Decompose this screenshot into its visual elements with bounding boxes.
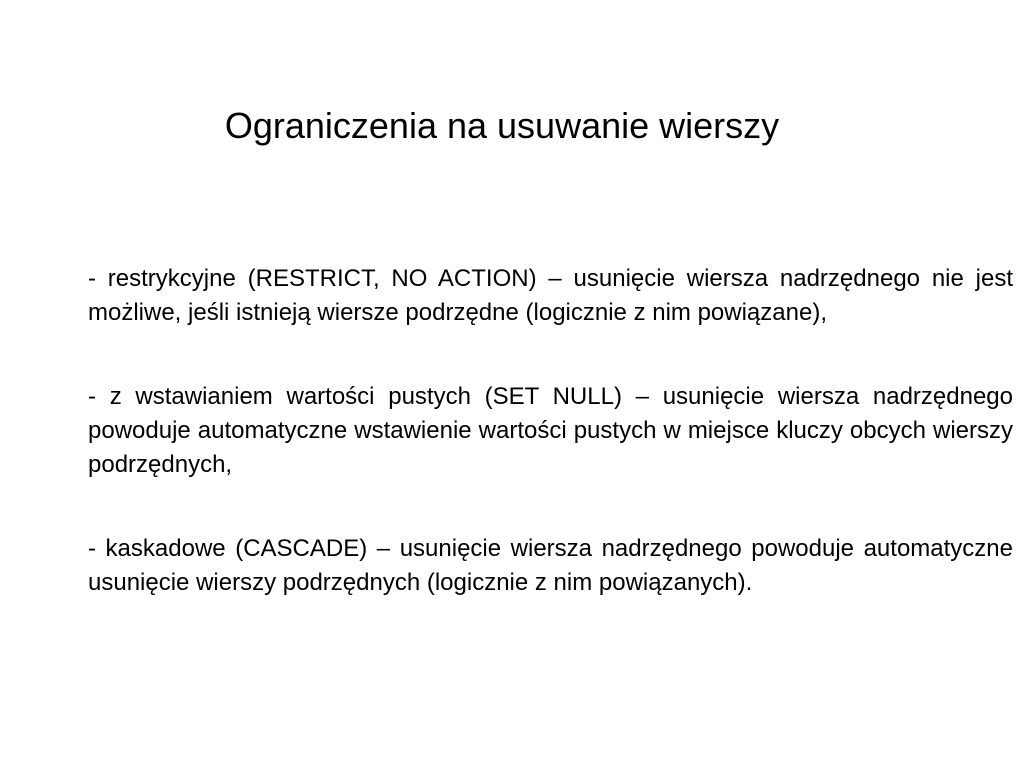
slide-title: Ograniczenia na usuwanie wierszy [224, 105, 780, 146]
paragraph-restrict: - restrykcyjne (RESTRICT, NO ACTION) – usunięcie wiersza nadrzędnego nie jest możliwe, jeśli istnieją wiersze podrzędne (logicznie z nim powiązane), [88, 265, 1013, 326]
paragraph-cascade: - kaskadowe (CASCADE) – usunięcie wiersza nadrzędnego powoduje automatyczne usunięcie wierszy podrzędnych (logicznie z nim powiązanych). [88, 535, 1013, 596]
slide-body [88, 262, 1013, 600]
paragraph-set-null: - z wstawianiem wartości pustych (SET NULL) – usunięcie wiersza nadrzędnego powoduje automatyczne wstawienie wartości pustych w miejsce kluczy obcych wierszy podrzędnych, [88, 383, 1013, 478]
